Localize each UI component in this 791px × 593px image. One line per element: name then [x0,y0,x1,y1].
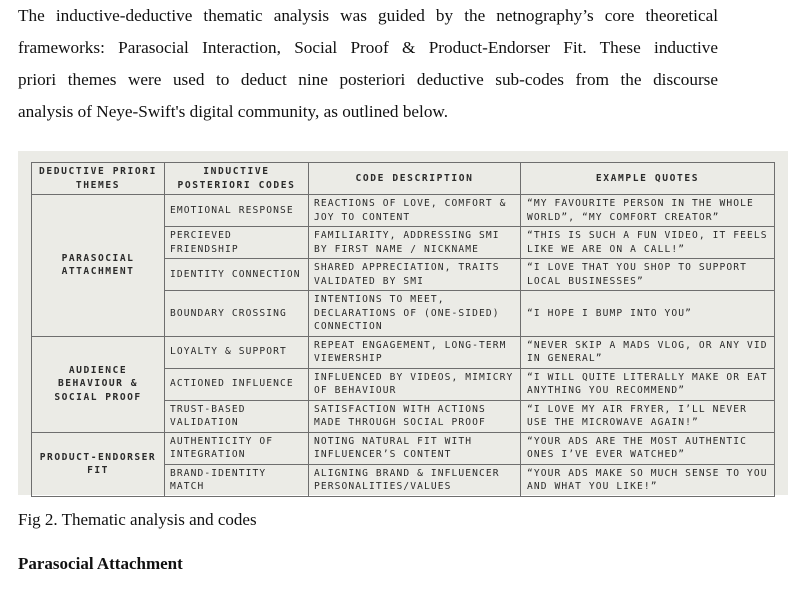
code-cell: AUTHENTICITY OF INTEGRATION [165,432,309,464]
quote-cell: “THIS IS SUCH A FUN VIDEO, IT FEELS LIKE WE ARE ON A CALL!” [521,227,775,259]
quote-cell: “NEVER SKIP A MADS VLOG, OR ANY VID IN GENERAL” [521,336,775,368]
description-cell: NOTING NATURAL FIT WITH INFLUENCER’S CONTENT [309,432,521,464]
code-cell: TRUST-BASED VALIDATION [165,400,309,432]
table-row [32,336,775,368]
table-header-row [32,163,775,195]
table-row [32,432,775,464]
code-cell: ACTIONED INFLUENCE [165,368,309,400]
code-cell: EMOTIONAL RESPONSE [165,195,309,227]
description-cell: REPEAT ENGAGEMENT, LONG-TERM VIEWERSHIP [309,336,521,368]
intro-line: priori themes were used to deduct nine posteriori deductive sub-codes from the discourse [18,70,718,89]
header-inductive-codes: INDUCTIVE POSTERIORI CODES [165,163,309,195]
description-cell: SATISFACTION WITH ACTIONS MADE THROUGH SOCIAL PROOF [309,400,521,432]
description-cell: INFLUENCED BY VIDEOS, MIMICRY OF BEHAVIOUR [309,368,521,400]
quote-cell: “I LOVE THAT YOU SHOP TO SUPPORT LOCAL BUSINESSES” [521,259,775,291]
thematic-analysis-table [31,162,775,497]
description-cell: REACTIONS OF LOVE, COMFORT & JOY TO CONTENT [309,195,521,227]
code-cell: BOUNDARY CROSSING [165,291,309,337]
header-code-description: CODE DESCRIPTION [309,163,521,195]
table-row [32,195,775,227]
description-cell: ALIGNING BRAND & INFLUENCER PERSONALITIES/VALUES [309,464,521,496]
quote-cell: “YOUR ADS ARE THE MOST AUTHENTIC ONES I’VE EVER WATCHED” [521,432,775,464]
theme-cell: PRODUCT-ENDORSER FIT [32,432,165,496]
section-heading: Parasocial Attachment [18,554,183,573]
code-cell: PERCIEVED FRIENDSHIP [165,227,309,259]
quote-cell: “I WILL QUITE LITERALLY MAKE OR EAT ANYTHING YOU RECOMMEND” [521,368,775,400]
code-cell: IDENTITY CONNECTION [165,259,309,291]
theme-cell: AUDIENCE BEHAVIOUR & SOCIAL PROOF [32,336,165,432]
description-cell: SHARED APPRECIATION, TRAITS VALIDATED BY SMI [309,259,521,291]
code-cell: BRAND-IDENTITY MATCH [165,464,309,496]
intro-line: analysis of Neye-Swift's digital community, as outlined below. [18,102,449,121]
header-example-quotes: EXAMPLE QUOTES [521,163,775,195]
intro-line: The inductive-deductive thematic analysis was guided by the netnography’s core theoretical [18,6,718,25]
intro-line: frameworks: Parasocial Interaction, Social Proof & Product-Endorser Fit. These inductive [18,38,718,57]
description-cell: FAMILIARITY, ADDRESSING SMI BY FIRST NAME / NICKNAME [309,227,521,259]
quote-cell: “I LOVE MY AIR FRYER, I’LL NEVER USE THE MICROWAVE AGAIN!” [521,400,775,432]
header-deductive-themes: DEDUCTIVE PRIORI THEMES [32,163,165,195]
quote-cell: “I HOPE I BUMP INTO YOU” [521,291,775,337]
theme-cell: PARASOCIAL ATTACHMENT [32,195,165,337]
description-cell: INTENTIONS TO MEET, DECLARATIONS OF (ONE-SIDED) CONNECTION [309,291,521,337]
intro-paragraph [18,0,718,128]
quote-cell: “YOUR ADS MAKE SO MUCH SENSE TO YOU AND WHAT YOU LIKE!” [521,464,775,496]
code-cell: LOYALTY & SUPPORT [165,336,309,368]
quote-cell: “MY FAVOURITE PERSON IN THE WHOLE WORLD”, “MY COMFORT CREATOR” [521,195,775,227]
figure-caption: Fig 2. Thematic analysis and codes [18,510,257,529]
